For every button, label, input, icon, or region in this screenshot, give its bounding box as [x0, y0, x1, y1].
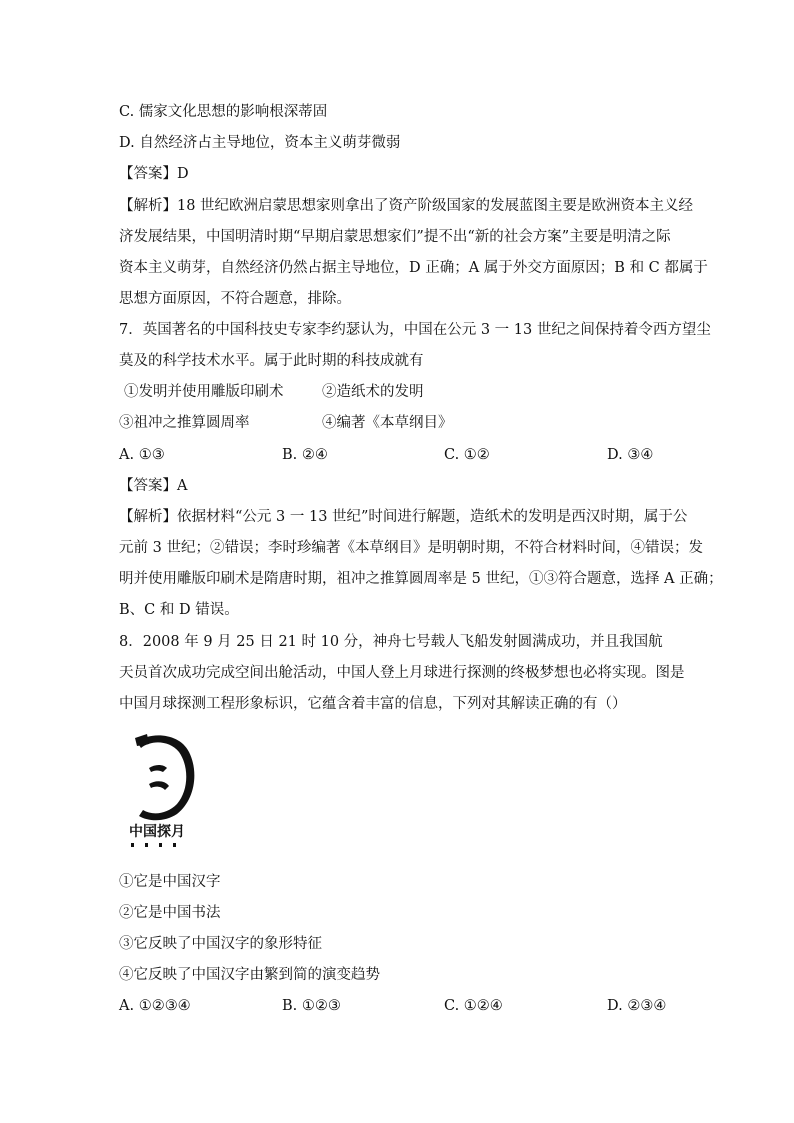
question-7-option-d: D. ③④ — [607, 447, 654, 463]
analysis-line: B、C 和 D 错误。 — [119, 602, 239, 618]
question-7-item: ③祖冲之推算圆周率 — [119, 415, 250, 431]
question-7-stem: 莫及的科学技术水平。属于此时期的科技成就有 — [119, 353, 424, 369]
question-7-option-c: C. ①② — [444, 447, 490, 463]
question-8-option-a: A. ①②③④ — [119, 998, 191, 1014]
question-8-statement: ①它是中国汉字 — [119, 874, 221, 890]
question-7-option-b: B. ②④ — [282, 447, 328, 463]
lunar-exploration-logo — [127, 730, 207, 852]
moon-calligraphy-icon — [127, 730, 207, 852]
analysis-line: 济发展结果，中国明清时期“早期启蒙思想家们”提不出“新的社会方案”主要是明清之际 — [119, 229, 671, 245]
analysis-line: 资本主义萌芽，自然经济仍然占据主导地位，D 正确；A 属于外交方面原因；B 和 C 都属于 — [119, 260, 708, 276]
question-8-statement: ②它是中国书法 — [119, 905, 221, 921]
question-8-statement: ③它反映了中国汉字的象形特征 — [119, 936, 322, 952]
analysis-line: 【解析】依据材料“公元 3 一 13 世纪”时间进行解题，造纸术的发明是西汉时期，属于公 — [119, 509, 688, 525]
question-8-statement: ④它反映了中国汉字由繁到简的演变趋势 — [119, 967, 380, 983]
analysis-line: 思想方面原因，不符合题意，排除。 — [119, 291, 351, 307]
answer-label: 【答案】A — [119, 478, 188, 494]
question-7-stem: 7．英国著名的中国科技史专家李约瑟认为，中国在公元 3 一 13 世纪之间保持着令西方望尘 — [119, 322, 711, 338]
answer-label: 【答案】D — [119, 166, 189, 182]
analysis-line: 【解析】18 世纪欧洲启蒙思想家则拿出了资产阶级国家的发展蓝图主要是欧洲资本主义经 — [119, 198, 694, 214]
question-7-item: ②造纸术的发明 — [322, 384, 424, 400]
logo-text: 中国探月 — [129, 824, 185, 840]
option-d-text: D. 自然经济占主导地位，资本主义萌芽微弱 — [119, 135, 401, 151]
analysis-line: 明并使用雕版印刷术是隋唐时期，祖冲之推算圆周率是 5 世纪，①③符合题意，选择 A 正确； — [119, 571, 723, 587]
question-7-item: ①发明并使用雕版印刷术 — [124, 384, 284, 400]
question-7-item: ④编著《本草纲目》 — [322, 415, 453, 431]
question-7-option-a: A. ①③ — [119, 447, 165, 463]
question-8-stem: 中国月球探测工程形象标识，它蕴含着丰富的信息，下列对其解读正确的有（） — [119, 696, 627, 712]
question-8-option-c: C. ①②④ — [444, 998, 503, 1014]
question-8-option-d: D. ②③④ — [607, 998, 667, 1014]
analysis-line: 元前 3 世纪；②错误；李时珍编著《本草纲目》是明朝时期，不符合材料时间，④错误；发 — [119, 540, 703, 556]
option-c-text: C. 儒家文化思想的影响根深蒂固 — [119, 104, 328, 120]
question-8-stem: 8．2008 年 9 月 25 日 21 时 10 分，神舟七号载人飞船发射圆满成功，并且我国航 — [119, 634, 663, 650]
question-8-option-b: B. ①②③ — [282, 998, 341, 1014]
question-8-stem: 天员首次成功完成空间出舱活动，中国人登上月球进行探测的终极梦想也必将实现。图是 — [119, 665, 685, 681]
